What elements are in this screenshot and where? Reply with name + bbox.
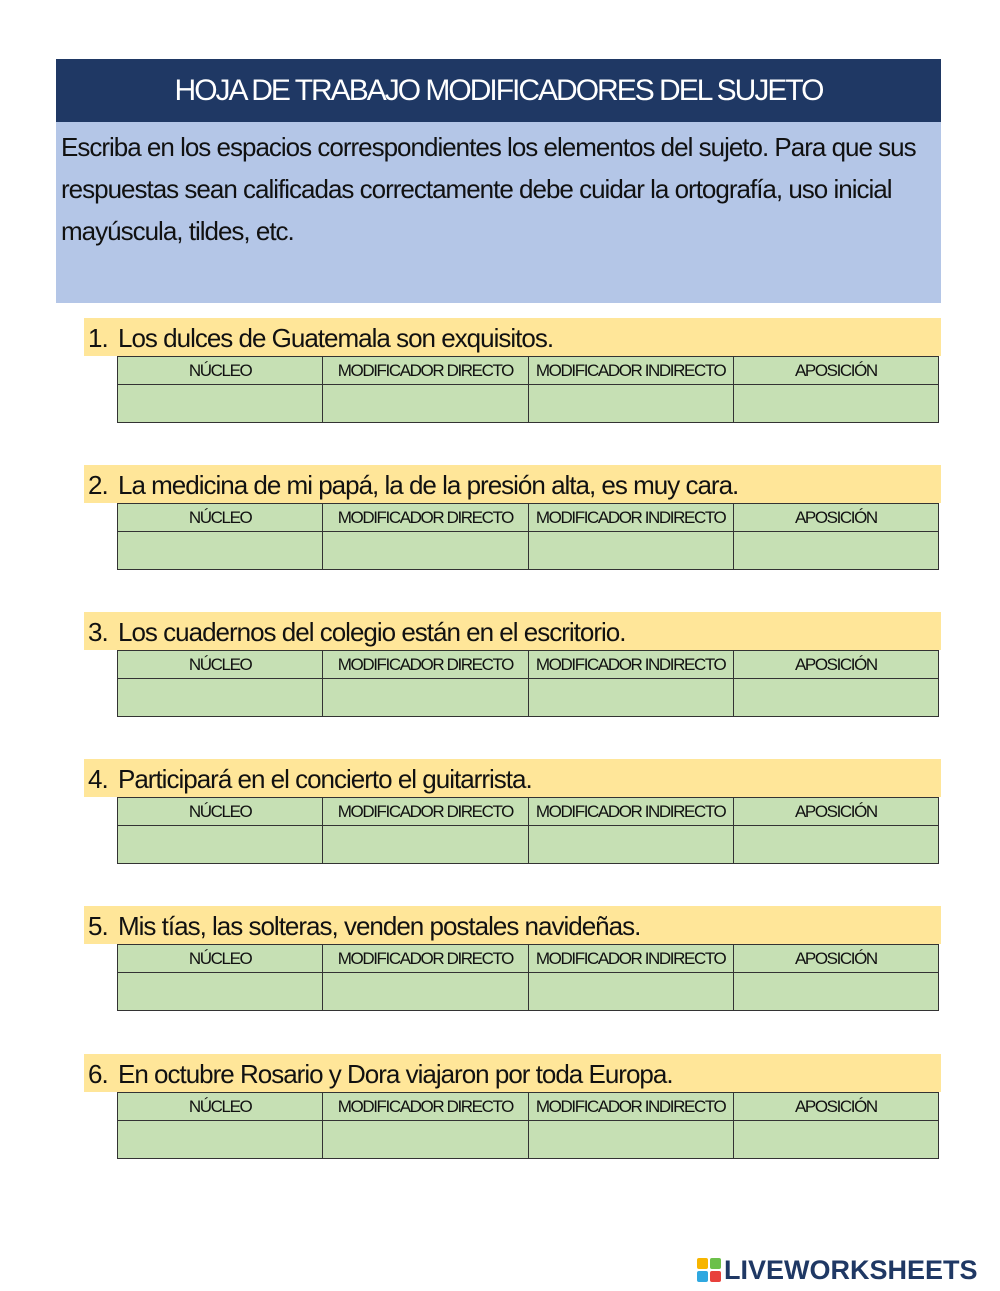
answer-field-aposicion[interactable] (733, 532, 938, 570)
column-header-modificador-directo: MODIFICADOR DIRECTO (323, 504, 528, 532)
answer-field-modificador-directo[interactable] (323, 532, 528, 570)
answer-table (117, 356, 939, 423)
column-header-aposicion: APOSICIÓN (733, 798, 938, 826)
answer-field-modificador-indirecto[interactable] (528, 1121, 733, 1159)
answer-field-nucleo[interactable] (118, 973, 323, 1011)
column-header-modificador-directo: MODIFICADOR DIRECTO (323, 1093, 528, 1121)
column-header-aposicion: APOSICIÓN (733, 357, 938, 385)
column-header-aposicion: APOSICIÓN (733, 945, 938, 973)
answer-field-modificador-directo[interactable] (323, 973, 528, 1011)
column-header-modificador-directo: MODIFICADOR DIRECTO (323, 945, 528, 973)
column-header-modificador-directo: MODIFICADOR DIRECTO (323, 798, 528, 826)
question-sentence-row (84, 1054, 941, 1092)
question-3 (84, 612, 941, 717)
column-header-modificador-indirecto: MODIFICADOR INDIRECTO (528, 798, 733, 826)
liveworksheets-wordmark: LIVEWORKSHEETS (724, 1254, 978, 1285)
question-sentence: La medicina de mi papá, la de la presión alta, es muy cara. (118, 470, 739, 500)
answer-field-nucleo[interactable] (118, 679, 323, 717)
answer-field-nucleo[interactable] (118, 826, 323, 864)
answer-table (117, 944, 939, 1011)
answer-field-modificador-indirecto[interactable] (528, 826, 733, 864)
column-header-aposicion: APOSICIÓN (733, 504, 938, 532)
answer-field-modificador-directo[interactable] (323, 826, 528, 864)
answer-field-aposicion[interactable] (733, 385, 938, 423)
answer-field-modificador-directo[interactable] (323, 679, 528, 717)
column-header-modificador-indirecto: MODIFICADOR INDIRECTO (528, 357, 733, 385)
column-header-nucleo: NÚCLEO (118, 651, 323, 679)
question-sentence-row (84, 465, 941, 503)
question-sentence: Mis tías, las solteras, venden postales navideñas. (118, 911, 641, 941)
answer-field-nucleo[interactable] (118, 385, 323, 423)
question-sentence-row (84, 612, 941, 650)
column-header-aposicion: APOSICIÓN (733, 651, 938, 679)
column-header-modificador-directo: MODIFICADOR DIRECTO (323, 651, 528, 679)
answer-field-modificador-directo[interactable] (323, 1121, 528, 1159)
column-header-nucleo: NÚCLEO (118, 357, 323, 385)
liveworksheets-logo-icon (697, 1258, 721, 1282)
question-sentence: Los cuadernos del colegio están en el escritorio. (118, 617, 626, 647)
page-title: HOJA DE TRABAJO MODIFICADORES DEL SUJETO (56, 59, 941, 122)
column-header-nucleo: NÚCLEO (118, 798, 323, 826)
question-2 (84, 465, 941, 570)
question-5 (84, 906, 941, 1011)
answer-field-aposicion[interactable] (733, 826, 938, 864)
answer-field-modificador-indirecto[interactable] (528, 973, 733, 1011)
answer-table (117, 1092, 939, 1159)
answer-field-aposicion[interactable] (733, 1121, 938, 1159)
question-sentence: En octubre Rosario y Dora viajaron por toda Europa. (118, 1059, 673, 1089)
answer-field-nucleo[interactable] (118, 1121, 323, 1159)
column-header-modificador-indirecto: MODIFICADOR INDIRECTO (528, 504, 733, 532)
question-number: 2. (88, 470, 108, 500)
answer-field-aposicion[interactable] (733, 679, 938, 717)
liveworksheets-brand[interactable] (697, 1255, 978, 1285)
answer-table (117, 503, 939, 570)
question-sentence-row (84, 318, 941, 356)
answer-table (117, 650, 939, 717)
column-header-nucleo: NÚCLEO (118, 504, 323, 532)
question-sentence: Los dulces de Guatemala son exquisitos. (118, 323, 554, 353)
column-header-modificador-indirecto: MODIFICADOR INDIRECTO (528, 1093, 733, 1121)
question-number: 3. (88, 617, 108, 647)
answer-field-nucleo[interactable] (118, 532, 323, 570)
column-header-modificador-indirecto: MODIFICADOR INDIRECTO (528, 945, 733, 973)
answer-field-aposicion[interactable] (733, 973, 938, 1011)
column-header-modificador-indirecto: MODIFICADOR INDIRECTO (528, 651, 733, 679)
answer-table (117, 797, 939, 864)
question-4 (84, 759, 941, 864)
column-header-nucleo: NÚCLEO (118, 945, 323, 973)
column-header-nucleo: NÚCLEO (118, 1093, 323, 1121)
question-1 (84, 318, 941, 423)
question-sentence-row (84, 759, 941, 797)
question-6 (84, 1054, 941, 1159)
question-number: 6. (88, 1059, 108, 1089)
question-sentence-row (84, 906, 941, 944)
question-number: 5. (88, 911, 108, 941)
column-header-aposicion: APOSICIÓN (733, 1093, 938, 1121)
instructions-text: Escriba en los espacios correspondientes los elementos del sujeto. Para que sus respuestas sean calificadas correctamente debe cuidar la ortografía, uso inicial mayúscula, tildes, etc. (56, 122, 941, 303)
answer-field-modificador-indirecto[interactable] (528, 679, 733, 717)
answer-field-modificador-directo[interactable] (323, 385, 528, 423)
column-header-modificador-directo: MODIFICADOR DIRECTO (323, 357, 528, 385)
answer-field-modificador-indirecto[interactable] (528, 385, 733, 423)
question-sentence: Participará en el concierto el guitarrista. (118, 764, 532, 794)
question-number: 1. (88, 323, 108, 353)
answer-field-modificador-indirecto[interactable] (528, 532, 733, 570)
question-number: 4. (88, 764, 108, 794)
